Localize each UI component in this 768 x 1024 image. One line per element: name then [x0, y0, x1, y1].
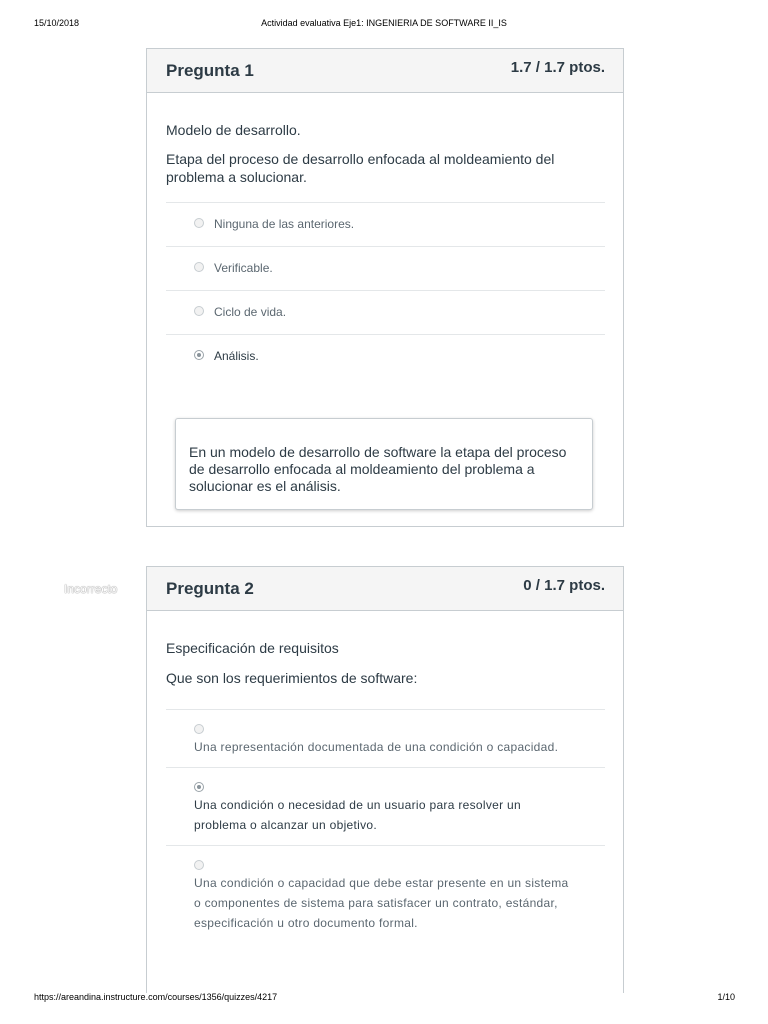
print-header: [0, 18, 768, 32]
answer-option-selected[interactable]: [166, 767, 605, 845]
answer-label: Análisis.: [214, 349, 259, 363]
question-body: [147, 639, 623, 943]
radio-button-checked[interactable]: [194, 350, 204, 360]
radio-button[interactable]: [194, 860, 204, 870]
question-text: Etapa del proceso de desarrollo enfocada al moldeamiento del problema a solucionar.: [166, 151, 555, 185]
print-footer: [0, 992, 768, 1006]
print-url: https://areandina.instructure.com/courses/1356/quizzes/4217: [34, 992, 278, 1002]
print-title: Actividad evaluativa Eje1: INGENIERIA DE SOFTWARE II_IS: [261, 18, 507, 28]
answer-option[interactable]: [166, 246, 605, 290]
question-points: 1.7 / 1.7 ptos.: [510, 59, 605, 76]
question-topic: Modelo de desarrollo.: [166, 122, 301, 138]
answer-list: [166, 709, 605, 943]
answer-option[interactable]: [166, 845, 605, 943]
comment-text: En un modelo de desarrollo de software la etapa del proceso de desarrollo enfocada al moldeamiento del problema a solucionar es el análisis.: [189, 444, 567, 494]
question-body: [147, 121, 623, 378]
answer-label: Una condición o necesidad de un usuario para resolver un problema o alcanzar un objetivo.: [194, 798, 522, 832]
question-text: Que son los requerimientos de software:: [166, 670, 418, 686]
question-topic: Especificación de requisitos: [166, 640, 339, 656]
answer-list: [166, 202, 605, 378]
print-page-number: 1/10: [717, 992, 735, 1002]
radio-button[interactable]: [194, 262, 204, 272]
answer-label: Una condición o capacidad que debe estar presente en un sistema o componentes de sistema para satisfacer un contrato, estándar, especificación u otro documento formal.: [194, 876, 569, 930]
answer-option[interactable]: [166, 290, 605, 334]
question-title: Pregunta 1: [166, 61, 254, 80]
answer-option[interactable]: [166, 202, 605, 246]
print-date: 15/10/2018: [34, 18, 80, 28]
radio-button[interactable]: [194, 724, 204, 734]
incorrect-label: Incorrecto: [64, 582, 118, 596]
question-title: Pregunta 2: [166, 579, 254, 598]
question-header: [147, 567, 623, 611]
question-1: [146, 48, 624, 527]
answer-option[interactable]: [166, 709, 605, 767]
radio-button[interactable]: [194, 306, 204, 316]
answer-label: Verificable.: [214, 261, 273, 275]
radio-button[interactable]: [194, 218, 204, 228]
answer-label: Ciclo de vida.: [214, 305, 287, 319]
answer-label: Una representación documentada de una condición o capacidad.: [194, 740, 559, 754]
question-2: [146, 566, 624, 993]
answer-label: Ninguna de las anteriores.: [214, 217, 355, 231]
answer-comment: [175, 418, 593, 510]
question-points: 0 / 1.7 ptos.: [523, 577, 605, 594]
answer-option-selected[interactable]: [166, 334, 605, 378]
radio-button-checked[interactable]: [194, 782, 204, 792]
question-header: [147, 49, 623, 93]
